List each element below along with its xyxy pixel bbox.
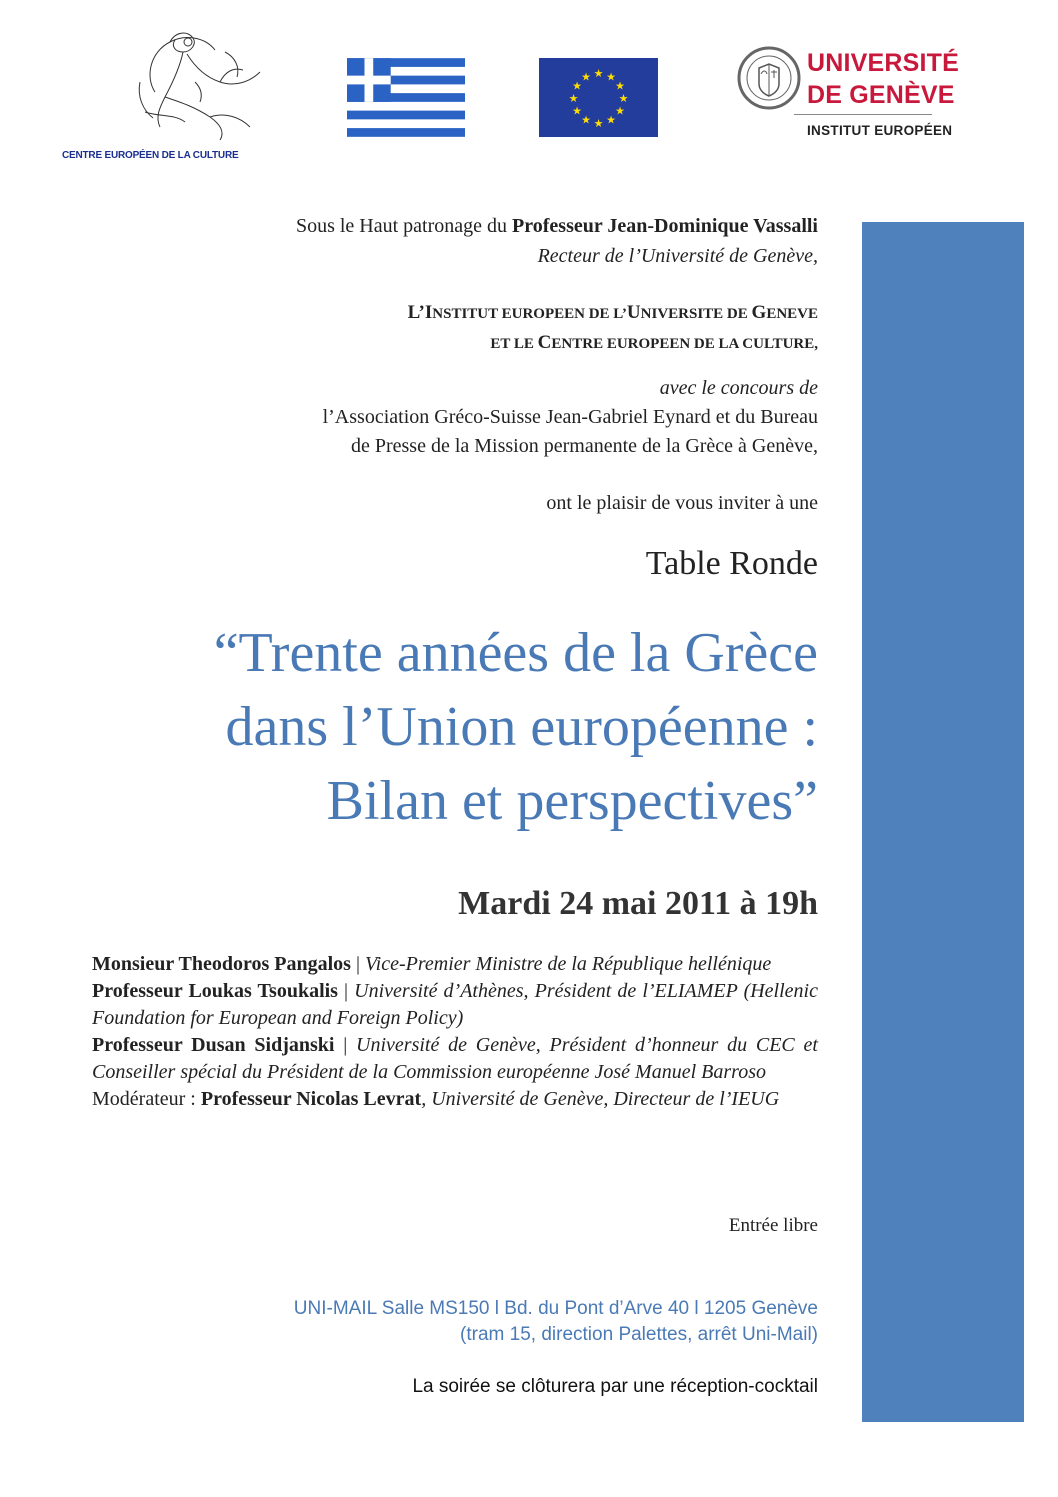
event-type: Table Ronde	[645, 545, 818, 582]
closing-note: La soirée se clôturera par une réception-cocktail	[412, 1376, 818, 1397]
entry-note: Entrée libre	[728, 1215, 818, 1236]
patronage-prefix: Sous le Haut patronage du	[295, 215, 508, 237]
unige-name-line2: DE GENÈVE	[807, 81, 955, 109]
event-title-line2: dans l’Union européenne :	[225, 696, 818, 758]
association-line1: l’Association Gréco-Suisse Jean-Gabriel Eynard et du Bureau	[322, 406, 818, 428]
cec-label: CENTRE EUROPÉEN DE LA CULTURE	[62, 150, 239, 161]
speaker-item: Professeur Dusan Sidjanski | Université de Genève, Président d’honneur du CEC et Conseiller spécial du Président de la Commission européenne José Manuel Barroso	[92, 1034, 818, 1083]
invitation-line: ont le plaisir de vous inviter à une	[546, 492, 818, 514]
svg-text:★: ★	[572, 79, 582, 93]
svg-text:★: ★	[618, 92, 629, 105]
patronage-line	[296, 215, 818, 238]
svg-text:★: ★	[593, 67, 604, 80]
moderator-item: Modérateur : Professeur Nicolas Levrat, Université de Genève, Directeur de l’IEUG	[92, 1088, 780, 1110]
svg-text:★: ★	[581, 70, 591, 84]
speaker-item: Professeur Loukas Tsoukalis | Université d’Athènes, Président de l’ELIAMEP (Hellenic Foundation for European and Foreign Policy)	[92, 980, 818, 1029]
event-title-line3: Bilan et perspectives”	[326, 770, 818, 832]
svg-text:★: ★	[593, 117, 604, 130]
eu-flag	[539, 58, 658, 137]
decorative-side-bar	[862, 222, 1024, 1422]
event-date: Mardi 24 mai 2011 à 19h	[458, 885, 818, 922]
location-line2: (tram 15, direction Palettes, arrêt Uni-Mail)	[460, 1324, 818, 1345]
unige-seal	[737, 40, 801, 116]
unige-subtitle: INSTITUT EUROPÉEN	[807, 123, 953, 138]
event-title-line1: “Trente années de la Grèce	[213, 622, 818, 684]
svg-text:★: ★	[615, 104, 625, 118]
institution-line2: ET LE CENTRE EUROPEEN DE LA CULTURE,	[490, 332, 818, 353]
speaker-item: Monsieur Theodoros Pangalos | Vice-Premier Ministre de la République hellénique	[92, 953, 772, 975]
institution-line1: L’INSTITUT EUROPEEN DE L’UNIVERSITE DE GENEVE	[407, 302, 818, 323]
patronage-name: Professeur Jean-Dominique Vassalli	[512, 215, 818, 237]
unige-name-line1: UNIVERSITÉ	[807, 49, 960, 77]
location-line1: UNI-MAIL Salle MS150 l Bd. du Pont d’Arve 40 l 1205 Genève	[293, 1298, 818, 1319]
speakers-list	[92, 951, 818, 1113]
cec-logo	[125, 22, 270, 147]
event-title	[214, 616, 818, 838]
svg-text:★: ★	[606, 70, 616, 84]
svg-text:★: ★	[572, 104, 582, 118]
association-line2: de Presse de la Mission permanente de la Grèce à Genève,	[350, 435, 818, 457]
svg-text:★: ★	[581, 113, 591, 127]
unige-divider	[794, 114, 932, 115]
svg-text:★: ★	[615, 79, 625, 93]
patronage-role: Recteur de l’Université de Genève,	[537, 245, 818, 267]
greek-flag	[347, 58, 465, 137]
svg-text:★: ★	[606, 113, 616, 127]
svg-text:★: ★	[568, 92, 579, 105]
concours-line: avec le concours de	[659, 377, 818, 399]
